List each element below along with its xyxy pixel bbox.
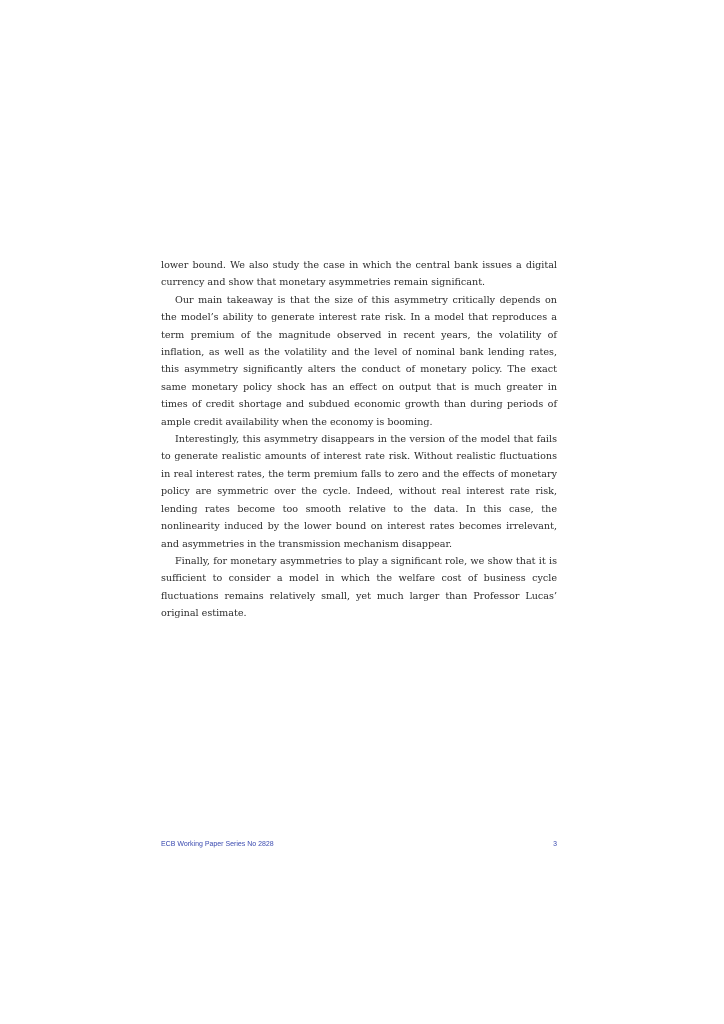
body-text	[161, 257, 557, 623]
paragraph-finally: Finally, for monetary asymmetries to play a significant role, we show that it is sufficient to consider a model in which the welfare cost of business cycle fluctuations remains relatively small, yet much larger than Professor Lucas’ original estimate.	[161, 555, 557, 620]
paragraph-main-takeaway: Our main takeaway is that the size of this asymmetry critically depends on the model’s ability to generate interest rate risk. In a model that reproduces a term premium of the magnitude observed in recent years, the volatility of inflation, as well as the volatility and the level of nominal bank lending rates, this asymmetry significantly alters the conduct of monetary policy. The exact same monetary policy shock has an effect on output that is much greater in times of credit shortage and subdued economic growth than during periods of ample credit availability when the economy is booming.	[161, 294, 557, 428]
page-footer	[161, 841, 557, 848]
page-number: 3	[553, 841, 557, 848]
paragraph-continuation: lower bound. We also study the case in which the central bank issues a digital currency and show that monetary asymmetries remain significant.	[161, 260, 557, 289]
paragraph-asymmetry-disappears: Interestingly, this asymmetry disappears in the version of the model that fails to generate realistic amounts of interest rate risk. Without realistic fluctuations in real interest rates, the term premium falls to zero and the effects of monetary policy are symmetric over the cycle. Indeed, without real interest rate risk, lending rates become too smooth relative to the data. In this case, the nonlinearity induced by the lower bound on interest rates becomes irrelevant, and asymmetries in the transmission mechanism disappear.	[161, 434, 557, 550]
footer-series-link[interactable]: ECB Working Paper Series No 2828	[161, 841, 274, 848]
